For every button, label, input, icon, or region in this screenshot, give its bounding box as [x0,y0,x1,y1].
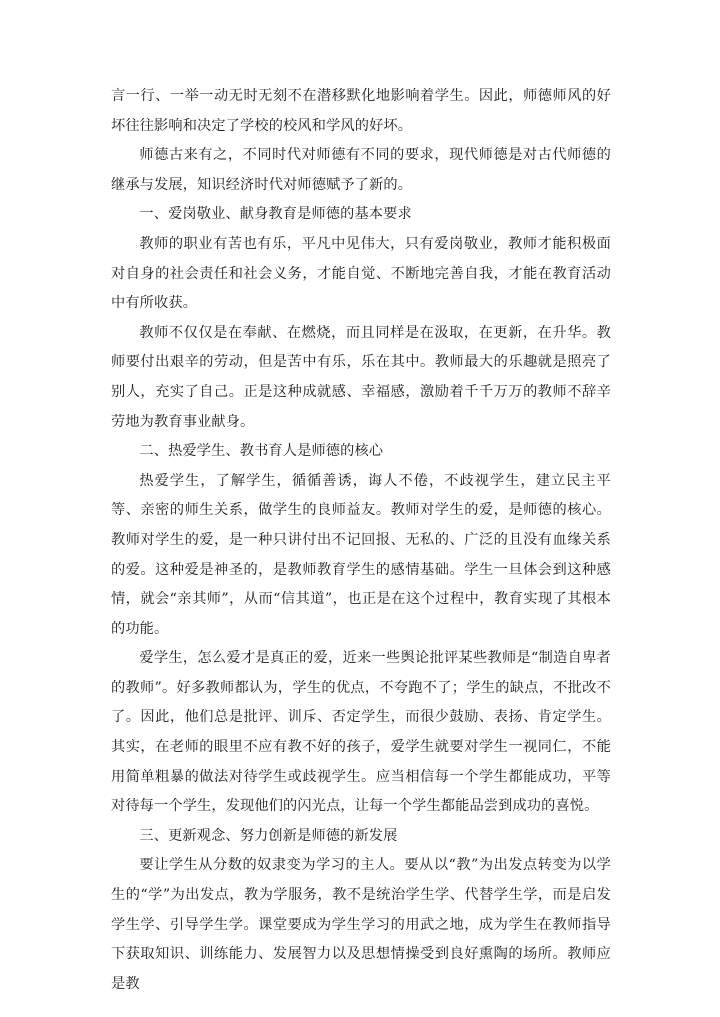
section-heading-1: 一、爱岗敬业、献身教育是师德的基本要求 [139,206,412,223]
section-heading-3: 三、更新观念、努力创新是师德的新发展 [139,827,398,844]
section-heading-2: 二、热爱学生、教书育人是师德的核心 [139,443,384,460]
document-body [111,82,611,999]
paragraph-section2-b: 爱学生，怎么爱才是真正的爱，近来一些舆论批评某些教师是“制造自卑者的教师”。好多教师都认为，学生的优点，不夸跑不了；学生的缺点，不批改不了。因此，他们总是批评、训斥、否定学生，而很少鼓励、表扬、肯定学生。其实，在老师的眼里不应有教不好的孩子，爱学生就要对学生一视同仁，不能用简单粗暴的做法对待学生或歧视学生。应当相信每一个学生都能成功，平等对待每一个学生，发现他们的闪光点，让每一个学生都能品尝到成功的喜悦。 [111,650,611,815]
paragraph-continuation: 言一行、一举一动无时无刻不在潜移默化地影响着学生。因此，师德师风的好坏往往影响和决定了学校的校风和学风的好坏。 [111,88,611,134]
paragraph-intro: 师德古来有之，不同时代对师德有不同的要求，现代师德是对古代师德的继承与发展，知识经济时代对师德赋予了新的。 [111,147,611,193]
paragraph-section3-a: 要让学生从分数的奴隶变为学习的主人。要从以“教”为出发点转变为以学生的“学”为出发点，教为学服务，教不是统治学生学、代替学生学，而是启发学生学、引导学生学。课堂要成为学生学习的用武之地，成为学生在教师指导下获取知识、训练能力、发展智力以及思想情操受到良好熏陶的场所。教师应是教 [111,857,611,992]
paragraph-section1-a: 教师的职业有苦也有乐，平凡中见伟大，只有爱岗敬业，教师才能积极面对自身的社会责任和社会义务，才能自觉、不断地完善自我，才能在教育活动中有所收获。 [111,235,611,312]
paragraph-section1-b: 教师不仅仅是在奉献、在燃烧，而且同样是在汲取，在更新，在升华。教师要付出艰辛的劳动，但是苦中有乐，乐在其中。教师最大的乐趣就是照亮了别人，充实了自己。正是这种成就感、幸福感，激励着千千万万的教师不辞辛劳地为教育事业献身。 [111,324,611,430]
paragraph-section2-a: 热爱学生，了解学生，循循善诱，诲人不倦，不歧视学生，建立民主平等、亲密的师生关系，做学生的良师益友。教师对学生的爱，是师德的核心。教师对学生的爱，是一种只讲付出不记回报、无私的、广泛的且没有血缘关系的爱。这种爱是神圣的，是教师教育学生的感情基础。学生一旦体会到这种感情，就会“亲其师”，从而“信其道”，也正是在这个过程中，教育实现了其根本的功能。 [111,472,611,637]
